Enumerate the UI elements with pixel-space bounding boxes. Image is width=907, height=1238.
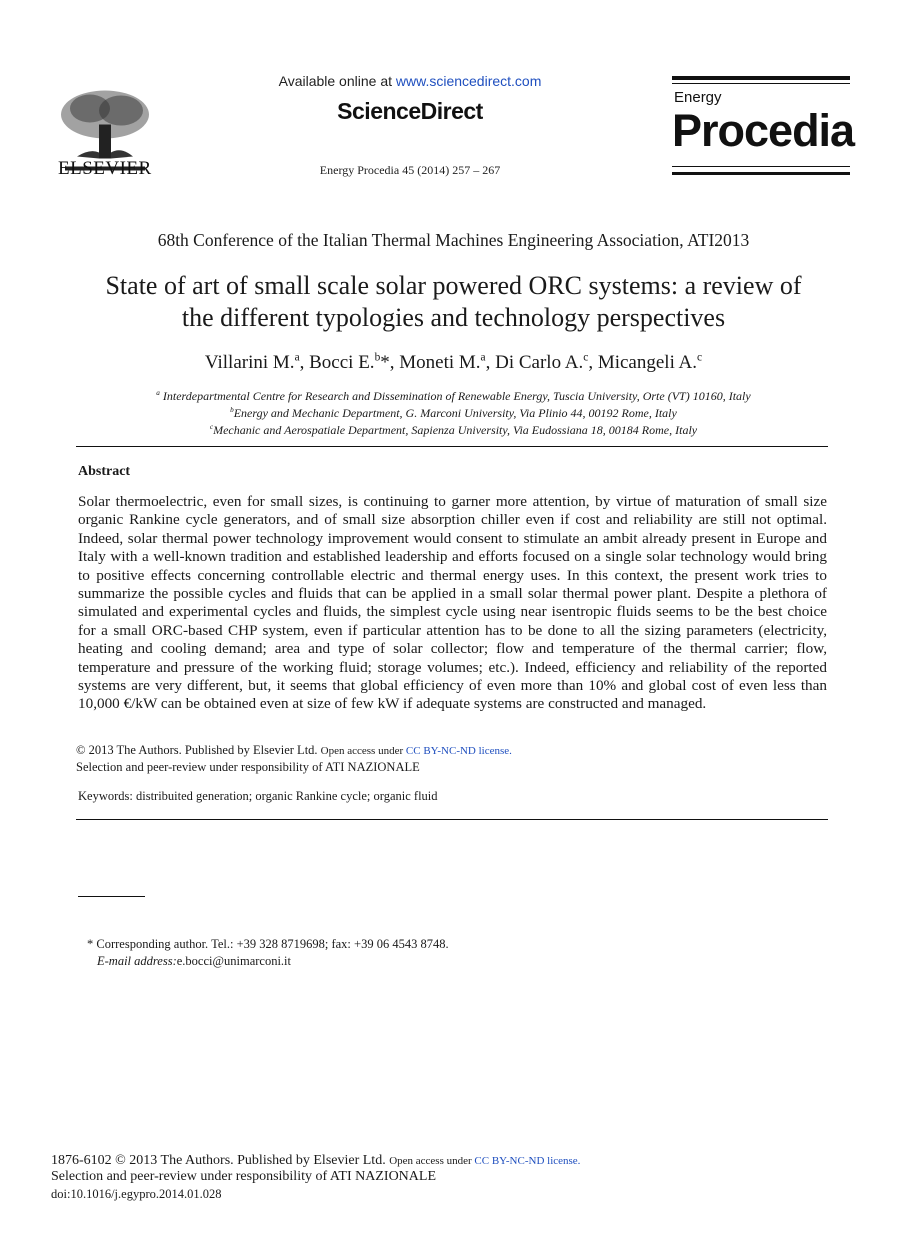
author-name: Moneti M. [399,352,481,373]
open-access-text: Open access under [320,745,406,757]
journal-logo-rule [672,76,850,80]
section-divider [76,446,828,447]
author-affiliation-mark: a [480,351,486,364]
journal-logo-energy: Energy [674,89,722,106]
paper-title [60,270,847,334]
affiliation-mark: c [209,423,214,431]
title-line-2: the different typologies and technology perspectives [181,303,726,332]
author-name: Di Carlo A. [495,352,584,373]
journal-logo-rule [672,83,850,84]
elsevier-wordmark: ELSEVIER [58,158,152,179]
journal-logo-rule [672,166,850,167]
author-separator: , [588,352,598,373]
author-name: Villarini M. [204,352,295,373]
available-online-text: Available online at [278,73,396,89]
journal-logo-rule [672,172,850,175]
author-affiliation-mark: c [583,351,589,364]
sciencedirect-wordmark: ScienceDirect [337,98,483,124]
section-divider [76,819,828,820]
author-separator: , [389,352,400,373]
footer-license-link[interactable]: CC BY-NC-ND license. [474,1155,581,1167]
conference-name: 68th Conference of the Italian Thermal Machines Engineering Association, ATI2013 [157,230,750,250]
footer-doi: doi:10.1016/j.egypro.2014.01.028 [51,1187,222,1201]
footer-copyright-text: 1876-6102 © 2013 The Authors. Published by Elsevier Ltd. [51,1153,390,1168]
affiliation-a [0,389,907,404]
author-name: Micangeli A. [597,352,698,373]
footer-open-access: Open access under [389,1155,475,1167]
copyright-line [76,743,512,758]
author-separator: , [485,352,496,373]
title-line-1: State of art of small scale solar powered ORC systems: a review of [105,271,802,300]
keywords: Keywords: distribuited generation; organic Rankine cycle; organic fluid [78,789,438,803]
author-name: Bocci E. [309,352,375,373]
affiliation-b [0,406,907,421]
abstract-heading: Abstract [78,464,131,479]
affiliation-mark: a [156,389,160,397]
author-affiliation-mark: a [294,351,300,364]
sciencedirect-link[interactable]: www.sciencedirect.com [395,73,542,89]
peer-review-statement: Selection and peer-review under responsibility of ATI NAZIONALE [76,760,420,774]
journal-citation: Energy Procedia 45 (2014) 257 – 267 [319,163,501,177]
author-affiliation-mark: b [374,351,381,364]
author-affiliation-mark: c [697,351,703,364]
author-separator: , [299,352,310,373]
email-line [97,954,291,969]
corresponding-mark: * [380,352,390,373]
affiliation-text: Energy and Mechanic Department, G. Marconi University, Via Plinio 44, 00192 Rome, Italy [233,406,677,420]
journal-logo-procedia: Procedia [672,105,855,156]
copyright-text: © 2013 The Authors. Published by Elsevier Ltd. [76,743,321,757]
affiliation-text: Mechanic and Aerospatiale Department, Sapienza University, Via Eudossiana 18, 00184 Rome, Italy [213,423,698,437]
abstract-body: Solar thermoelectric, even for small sizes, is continuing to garner more attention, by virtue of maturation of small size organic Rankine cycle generators, and of small size absorption chiller even if cost and reliability are still not optimal. Indeed, solar thermal power technology improvement would consent to stimulate an ambit already present in Europe and Italy with a well-known tradition and established leadership and efforts focused on a single solar technology would bring to positive effects concerning controllable electric and thermal energy uses. In this context, the present work tries to summarize the possible cycles and fluids that can be applied in a small solar thermal power plant. Despite a plethora of simulated and experimental cycles and fluids, the simplest cycle using near isentropic fluids seems to be the best choice for a small ORC-based CHP system, even if particular attention has to be done to all the sizing parameters (electricity, heating and cooling demand; area and type of solar collector; flow and temperature of the thermal carrier; flow, temperature and pressure of the working fluid; storage volumes; etc.). Indeed, efficiency and reliability of the reported systems are very different, but, it seems that global efficiency of even more than 10% and global cost of even less than 10,000 €/kW can be obtained even at size of few kW if adequate systems are constructed and managed. [78,493,827,713]
affiliation-mark: b [230,406,234,414]
email-label: E-mail address: [97,954,177,968]
footer-peer-review: Selection and peer-review under responsibility of ATI NAZIONALE [51,1169,436,1184]
footer-copyright [51,1153,580,1169]
license-link[interactable]: CC BY-NC-ND license. [405,745,512,757]
affiliation-text: Interdepartmental Centre for Research and Dissemination of Renewable Energy, Tuscia University, Orte (VT) 10160, Italy [159,389,751,403]
affiliation-c [0,423,907,438]
email-address: e.bocci@unimarconi.it [176,954,292,968]
author-list [0,352,907,374]
corresponding-author-note: * Corresponding author. Tel.: +39 328 8719698; fax: +39 06 4543 8748. [87,937,449,951]
footnote-rule [78,896,145,897]
